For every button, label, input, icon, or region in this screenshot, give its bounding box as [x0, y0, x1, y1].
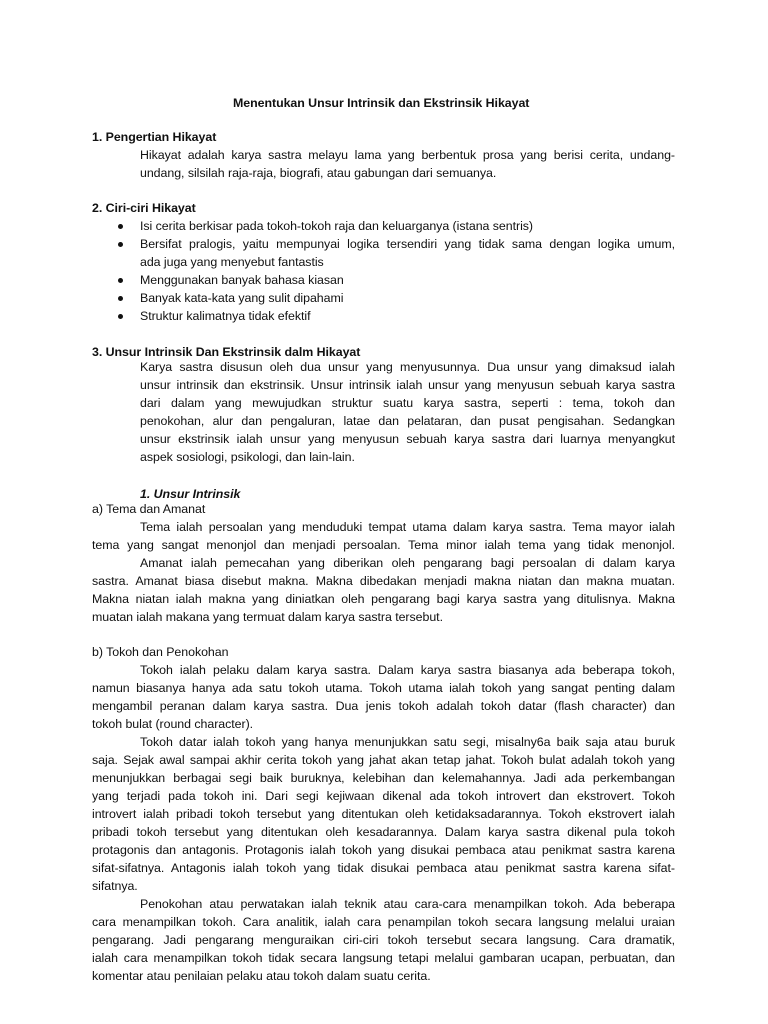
paragraph-line: Hikayat adalah karya sastra melayu lama yang berbentuk prosa yang berisi cerita, undang- — [140, 148, 675, 162]
paragraph-line: Amanat ialah pemecahan yang diberikan oleh pengarang bagi persoalan di dalam karya — [140, 556, 675, 570]
list-item: Isi cerita berkisar pada tokoh-tokoh raja dan keluarganya (istana sentris) — [140, 219, 534, 233]
paragraph-line: komentar atau penilaian pelaku atau tokoh dalam suatu cerita. — [92, 969, 431, 983]
bullet-icon — [118, 242, 123, 247]
list-item: Menggunakan banyak bahasa kiasan — [140, 273, 344, 287]
paragraph-line: saja. Sejak awal sampai akhir cerita tokoh yang jahat akan tetap jahat. Tokoh bulat adalah tokoh yang — [92, 753, 675, 767]
subsection-heading-intrinsik: 1. Unsur Intrinsik — [140, 487, 241, 501]
paragraph-line: sifatnya. — [92, 879, 138, 893]
list-item: Struktur kalimatnya tidak efektif — [140, 309, 311, 323]
paragraph-line: tokoh bulat (round character). — [92, 717, 254, 731]
paragraph-line: namun biasanya hanya ada satu tokoh utama. Tokoh utama ialah tokoh yang sangat penting dalam — [92, 681, 675, 695]
paragraph-line: tema yang sangat menonjol dan menjadi persoalan. Tema minor ialah tema yang tidak menonjol. — [92, 538, 675, 552]
page-title: Menentukan Unsur Intrinsik dan Ekstrinsik Hikayat — [233, 96, 530, 110]
paragraph-line: cara menampilkan tokoh. Cara analitik, ialah cara penampilan tokoh secara langsung melalui uraian — [92, 915, 675, 929]
paragraph-line: pengarang. Jadi pengarang menguraikan ciri-ciri tokoh tersebut secara langsung. Cara dramatik, — [92, 933, 675, 947]
section-heading-unsur: 3. Unsur Intrinsik Dan Ekstrinsik dalm Hikayat — [92, 345, 361, 359]
list-item-continuation: ada juga yang menyebut fantastis — [140, 255, 324, 269]
list-item: Bersifat pralogis, yaitu mempunyai logika tersendiri yang tidak sama dengan logika umum, — [140, 237, 675, 251]
part-heading-tema: a) Tema dan Amanat — [92, 502, 206, 516]
paragraph-line: Karya sastra disusun oleh dua unsur yang menyusunnya. Dua unsur yang dimaksud ialah — [140, 360, 675, 374]
bullet-icon — [118, 224, 123, 229]
paragraph-line: protagonis dan antagonis. Protagonis ialah tokoh yang disukai pembaca atau penikmat sastra karena — [92, 843, 675, 857]
paragraph-line: dari dalam yang mewujudkan struktur suatu karya sastra, seperti : tema, tokoh dan — [140, 396, 675, 410]
part-heading-tokoh: b) Tokoh dan Penokohan — [92, 645, 229, 659]
bullet-icon — [118, 296, 123, 301]
paragraph-line: Tema ialah persoalan yang menduduki tempat utama dalam karya sastra. Tema mayor ialah — [140, 520, 675, 534]
paragraph-line: Tokoh ialah pelaku dalam karya sastra. Dalam karya sastra biasanya ada beberapa tokoh, — [140, 663, 675, 677]
section-heading-ciri-ciri: 2. Ciri-ciri Hikayat — [92, 201, 196, 215]
paragraph-line: unsur intrinsik dan ekstrinsik. Unsur intrinsik ialah unsur yang menyusun sebuah karya sastra — [140, 378, 675, 392]
paragraph-line: unsur ekstrinsik ialah unsur yang menyusun sebuah karya sastra dari luarnya menyangkut — [140, 432, 675, 446]
paragraph-line: undang, silsilah raja-raja, biografi, atau gabungan dari semuanya. — [140, 166, 497, 180]
paragraph-line: Tokoh datar ialah tokoh yang hanya menunjukkan satu segi, misalny6a baik saja atau buruk — [140, 735, 675, 749]
paragraph-line: Penokohan atau perwatakan ialah teknik atau cara-cara menampilkan tokoh. Ada beberapa — [140, 897, 675, 911]
paragraph-line: yang terjadi pada tokoh ini. Dari segi kejiwaan dikenal ada tokoh introvert dan ekstrovert. Tokoh — [92, 789, 675, 803]
bullet-icon — [118, 314, 123, 319]
paragraph-line: aspek sosiologi, psikologi, dan lain-lain. — [140, 450, 355, 464]
paragraph-line: Makna niatan ialah makna yang diniatkan oleh pengarang bagi karya sastra yang ditulisnya. Makna — [92, 592, 675, 606]
paragraph-line: penokohan, alur dan pengaluran, latae dan pelataran, dan pusat pengisahan. Sedangkan — [140, 414, 675, 428]
bullet-icon — [118, 278, 123, 283]
section-heading-pengertian: 1. Pengertian Hikayat — [92, 130, 217, 144]
paragraph-line: sifat-sifatnya. Antagonis ialah tokoh yang tidak disukai pembaca atau penikmat sastra karena sifat- — [92, 861, 675, 875]
paragraph-line: pribadi tokoh tersebut yang ditentukan oleh kesadarannya. Dalam karya sastra dikenal pula tokoh — [92, 825, 675, 839]
list-item: Banyak kata-kata yang sulit dipahami — [140, 291, 344, 305]
paragraph-line: muatan ialah makana yang termuat dalam karya sastra tersebut. — [92, 610, 443, 624]
paragraph-line: sastra. Amanat biasa disebut makna. Makna dibedakan menjadi makna niatan dan makna muatan. — [92, 574, 675, 588]
paragraph-line: mengambil peranan dalam karya sastra. Dua jenis tokoh adalah tokoh datar (flash character) dan — [92, 699, 675, 713]
paragraph-line: ialah cara menampilkan tokoh tidak secara langsung tetapi melalui gambaran ucapan, perbuatan, dan — [92, 951, 675, 965]
paragraph-line: introvert ialah pribadi tokoh tersebut yang ditentukan oleh ketidaksadarannya. Tokoh ekstrovert ialah — [92, 807, 675, 821]
paragraph-line: menunjukkan berbagai segi baik buruknya, kelebihan dan kelemahannya. Jadi ada perkembangan — [92, 771, 675, 785]
